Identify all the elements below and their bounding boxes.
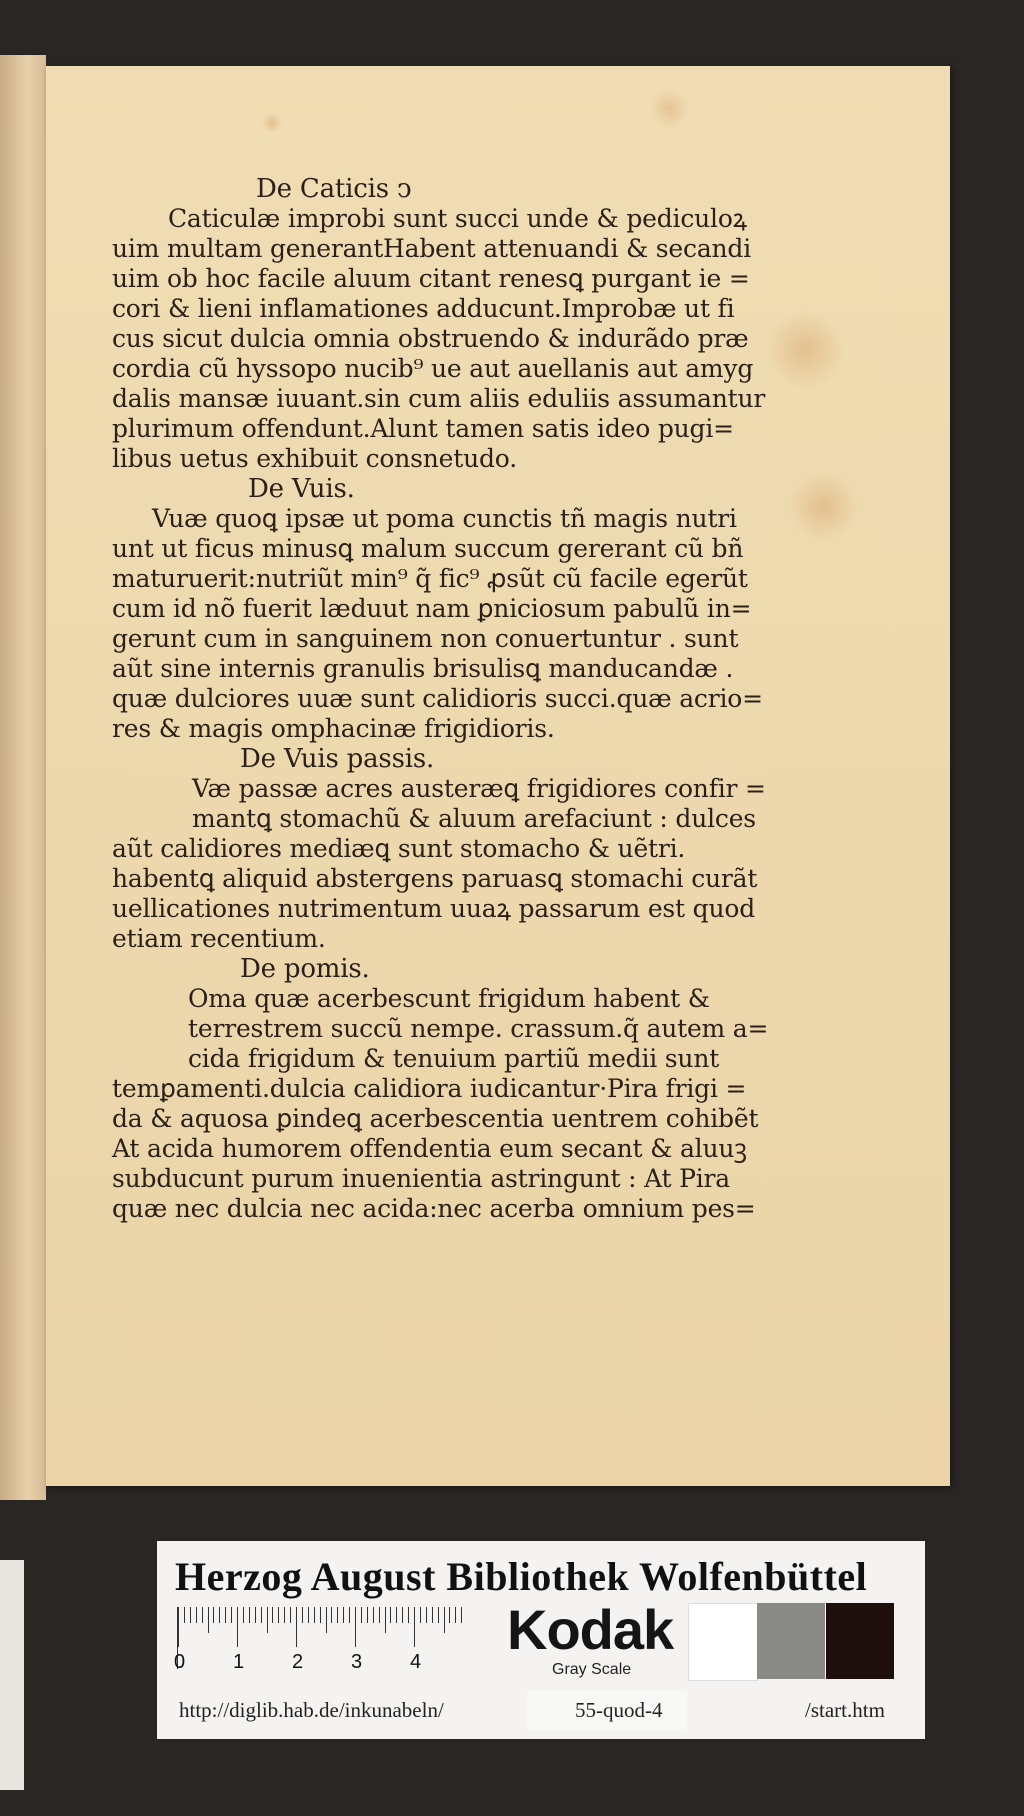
section-heading: De Caticis ↄ: [256, 174, 412, 204]
text-line: Oma quæ acerbescunt frigidum habent &: [188, 984, 710, 1013]
ruler-tick: [302, 1607, 303, 1623]
text-line: cida frigidum & tenuium partiũ medii sunt: [188, 1044, 720, 1073]
text-line: uellicationes nutrimentum uuaꝝ passarum est quod: [112, 894, 756, 923]
text-line: At acida humorem offendentia eum secant & aluuꝫ: [112, 1134, 747, 1163]
ruler-tick: [190, 1607, 191, 1623]
text-line: libus uetus exhibuit consnetudo.: [112, 444, 517, 473]
shelfmark: 55-quod-4: [575, 1698, 663, 1722]
text-line: quæ nec dulcia nec acida:nec acerba omnium pes=: [112, 1194, 756, 1223]
text-line: cordia cũ hyssopo nucib⁹ ue aut auellanis aut amyg: [112, 354, 754, 383]
text-line: uim ob hoc facile aluum citant renesꝗ purgant ie =: [112, 264, 750, 293]
side-label-strip: [0, 1560, 24, 1790]
text-line: habentꝗ aliquid abstergens paruasꝗ stomachi curãt: [112, 864, 758, 893]
text-line: Caticulæ improbi sunt succi unde & pediculoꝝ: [168, 204, 747, 233]
text-line: mantꝗ stomachũ & aluum arefaciunt : dulces: [192, 804, 756, 833]
ruler-tick: [178, 1607, 179, 1647]
swatch-gray: [757, 1603, 825, 1679]
ruler-tick: [249, 1607, 250, 1623]
ruler-tick: [385, 1607, 386, 1633]
kodak-logo: Kodak: [507, 1598, 674, 1661]
ruler-tick: [184, 1607, 185, 1623]
text-line: maturuerit:nutriũt min⁹ q̃ fic⁹ ꝓsũt cũ facile egerũt: [112, 564, 748, 593]
ruler-number: 4: [410, 1651, 422, 1673]
ruler-number: 1: [233, 1651, 245, 1673]
text-line: cus sicut dulcia omnia obstruendo & indurãdo præ: [112, 324, 749, 353]
text-line: dalis mansæ iuuant.sin cum aliis eduliis assumantur: [112, 384, 766, 413]
ruler-tick: [349, 1607, 350, 1623]
ruler-tick: [373, 1607, 374, 1623]
ruler-tick: [379, 1607, 380, 1623]
ruler: [174, 1607, 468, 1673]
ruler-number: 3: [351, 1651, 363, 1673]
ruler-tick: [343, 1607, 344, 1623]
ruler-tick: [219, 1607, 220, 1623]
ruler-tick: [231, 1607, 232, 1623]
ruler-tick: [455, 1607, 456, 1623]
url-left: http://diglib.hab.de/inkunabeln/: [179, 1698, 444, 1722]
ruler-tick: [213, 1607, 214, 1623]
text-line: subducunt purum inuenientia astringunt : At Pira: [112, 1164, 731, 1193]
ruler-tick: [320, 1607, 321, 1623]
ruler-tick: [326, 1607, 327, 1633]
ruler-tick: [308, 1607, 309, 1623]
ruler-tick: [284, 1607, 285, 1623]
text-line: unt ut ficus minusꝗ malum succum gererant cũ bñ: [112, 534, 744, 563]
text-line: res & magis omphacinæ frigidioris.: [112, 714, 555, 743]
ruler-tick: [331, 1607, 332, 1623]
text-line: cori & lieni inflamationes adducunt.Improbæ ut fi: [112, 294, 735, 323]
ruler-tick: [290, 1607, 291, 1623]
text-line: gerunt cum in sanguinem non conuertuntur . sunt: [112, 624, 739, 653]
text-line: Vuæ quoꝗ ipsæ ut poma cunctis tñ magis nutri: [152, 504, 737, 533]
section-heading: De Vuis passis.: [240, 744, 435, 774]
ruler-tick: [390, 1607, 391, 1623]
ruler-tick: [278, 1607, 279, 1623]
ruler-tick: [314, 1607, 315, 1623]
ruler-tick: [426, 1607, 427, 1623]
left-page-edge: [0, 55, 46, 1500]
text-line: plurimum offendunt.Alunt tamen satis ideo pugi=: [112, 414, 734, 443]
section-heading: De pomis.: [240, 954, 370, 984]
ruler-tick: [432, 1607, 433, 1623]
url-right: /start.htm: [805, 1698, 885, 1722]
text-line: quæ dulciores uuæ sunt calidioris succi.quæ acrio=: [112, 684, 763, 713]
gray-scale-label: Gray Scale: [552, 1661, 632, 1678]
book-page: [46, 66, 950, 1486]
left-page-bleed-text: [2, 235, 32, 1335]
ruler-tick: [420, 1607, 421, 1623]
ruler-tick: [255, 1607, 256, 1623]
text-line: terrestrem succũ nempe. crassum.q̃ autem a=: [188, 1014, 769, 1043]
ruler-tick: [438, 1607, 439, 1623]
ruler-tick: [337, 1607, 338, 1623]
ruler-tick: [367, 1607, 368, 1623]
ruler-tick: [444, 1607, 445, 1633]
ruler-tick: [267, 1607, 268, 1633]
ruler-tick: [196, 1607, 197, 1623]
ruler-tick: [225, 1607, 226, 1623]
ruler-tick: [208, 1607, 209, 1633]
ruler-tick: [355, 1607, 356, 1647]
ruler-tick: [449, 1607, 450, 1623]
swatch-black: [826, 1603, 894, 1679]
ruler-number: 0: [174, 1651, 186, 1673]
swatch-white: [688, 1603, 758, 1681]
page-text: [112, 174, 772, 1224]
text-line: uim multam generantHabent attenuandi & secandi: [112, 234, 752, 263]
text-line: da & aquosa ꝑindeꝗ acerbescentia uentrem cohibẽt: [112, 1104, 759, 1133]
section-heading: De Vuis.: [248, 474, 355, 504]
library-name: Herzog August Bibliothek Wolfenbüttel: [175, 1554, 868, 1599]
ruler-tick: [461, 1607, 462, 1623]
ruler-tick: [402, 1607, 403, 1623]
text-line: aũt sine internis granulis brisulisꝗ manducandæ .: [112, 654, 734, 683]
text-line: cum id nõ fuerit læduut nam ꝑniciosum pabulũ in=: [112, 594, 752, 623]
ruler-tick: [396, 1607, 397, 1623]
ruler-tick: [272, 1607, 273, 1623]
text-line: etiam recentium.: [112, 924, 326, 953]
ruler-tick: [361, 1607, 362, 1623]
ruler-tick: [237, 1607, 238, 1647]
ruler-tick: [408, 1607, 409, 1623]
ruler-tick: [243, 1607, 244, 1623]
ruler-tick: [261, 1607, 262, 1623]
text-line: temꝑamenti.dulcia calidiora iudicantur·Pira frigi =: [112, 1074, 747, 1103]
reference-banner: [157, 1541, 925, 1739]
text-line: Væ passæ acres austeræꝗ frigidiores confir =: [192, 774, 766, 803]
ruler-tick: [202, 1607, 203, 1623]
ruler-tick: [296, 1607, 297, 1647]
ruler-number: 2: [292, 1651, 304, 1673]
ruler-tick: [414, 1607, 415, 1647]
text-line: aũt calidiores mediæꝗ sunt stomacho & uẽtri.: [112, 834, 686, 863]
